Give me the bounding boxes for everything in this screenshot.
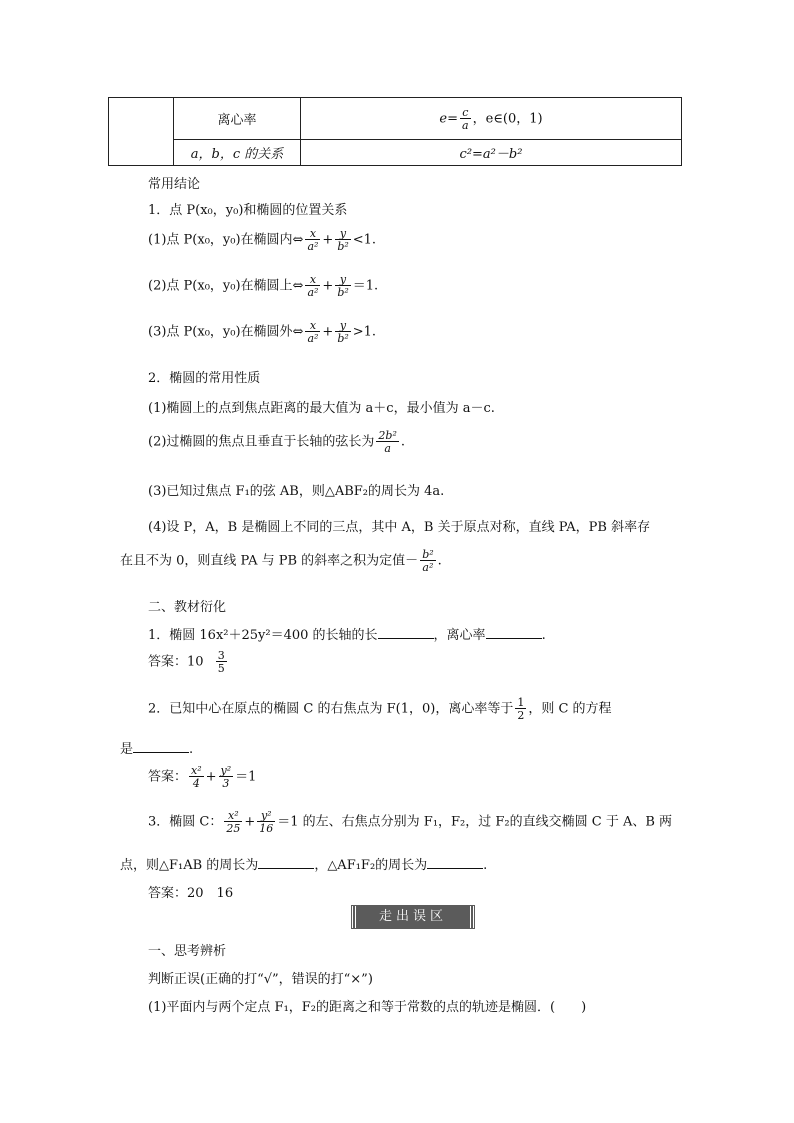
question-1 — [148, 624, 546, 643]
period: . — [437, 553, 442, 569]
inside-inequality: <1. — [352, 232, 377, 248]
question-1-text: 1．椭圆 16x²＋25y²＝400 的长轴的长 — [148, 628, 378, 643]
fraction-denominator: 25 — [226, 822, 241, 835]
fraction-denominator: b² — [337, 240, 349, 253]
question-2-line2 — [120, 738, 193, 757]
question-3-line1 — [148, 810, 672, 834]
fraction-numerator: y — [339, 273, 347, 286]
latus-rectum-text: (2)过椭圆的焦点且垂直于长轴的弦长为 — [148, 434, 375, 450]
answer-blank — [427, 856, 483, 869]
y-over-b2-fraction — [335, 320, 350, 344]
fraction-denominator: 2 — [517, 709, 525, 722]
on-equality: ＝1. — [352, 278, 379, 294]
c-over-a-fraction — [460, 107, 471, 131]
conclusion-2-title: 2．椭圆的常用性质 — [148, 371, 261, 386]
question-3-line2 — [120, 854, 487, 873]
x-over-a2-fraction — [305, 274, 320, 298]
fraction-denominator: a² — [307, 286, 319, 299]
period: . — [483, 858, 488, 873]
plus-sign: + — [322, 324, 334, 340]
section-banner: 走出误区 — [352, 906, 474, 928]
answer-3: 答案：20 16 — [148, 886, 234, 901]
conclusion-2-slope-line1: (4)设 P，A，B 是椭圆上不同的三点，其中 A，B 关于原点对称，直线 PA，PB 斜率存 — [148, 520, 651, 535]
2b2-over-a-fraction — [376, 430, 398, 454]
one-half-fraction — [515, 697, 526, 721]
fraction-numerator: x — [309, 273, 317, 286]
abc-relation-formula: c²=a²－b² — [301, 140, 682, 166]
x-over-a2-fraction — [305, 228, 320, 252]
question-2-tail: ，则 C 的方程 — [528, 701, 612, 717]
conclusion-2-max-min: (1)椭圆上的点到焦点距离的最大值为 a＋c，最小值为 a－c. — [148, 401, 495, 416]
fraction-numerator: x² — [228, 809, 239, 822]
ellipse-properties-table — [108, 97, 682, 166]
outside-condition-text: (3)点 P(x₀，y₀)在椭圆外⇔ — [148, 324, 304, 340]
equals-sign: = — [447, 111, 459, 126]
fraction-denominator: a — [376, 441, 398, 454]
abc-relation-label: a，b，c 的关系 — [174, 140, 301, 166]
fraction-denominator: 3 — [219, 776, 234, 789]
x2-over-25-fraction — [224, 810, 242, 834]
plus-sign: + — [322, 232, 334, 248]
answer-blank — [133, 740, 189, 753]
textbook-heading: 二、教材衍化 — [148, 600, 227, 615]
fraction-denominator: 16 — [259, 822, 274, 835]
question-2-line2-text: 是 — [120, 742, 134, 757]
fraction-denominator: b² — [337, 332, 349, 345]
question-3-text: 3．椭圆 C： — [148, 814, 223, 830]
plus-sign: + — [322, 278, 334, 294]
question-3-tail: ＝1 的左、右焦点分别为 F₁，F₂，过 F₂的直线交椭圆 C 于 A、B 两 — [277, 814, 673, 830]
fraction-numerator: y² — [220, 764, 232, 777]
conclusions-heading: 常用结论 — [148, 177, 201, 192]
answer-2-label: 答案： — [148, 769, 188, 785]
plus-sign: + — [205, 769, 217, 785]
table-row-header-cell — [109, 98, 174, 166]
fraction-denominator: a — [462, 118, 469, 132]
y2-over-16-fraction — [257, 810, 275, 834]
mistakes-item-1: (1)平面内与两个定点 F₁，F₂的距离之和等于常数的点的轨迹是椭圆．( ) — [148, 1000, 587, 1015]
b2-over-a2-fraction — [420, 549, 435, 573]
x2-over-4-fraction — [189, 765, 204, 789]
conclusion-1-title: 1．点 P(x₀，y₀)和椭圆的位置关系 — [148, 203, 348, 218]
equals-one: ＝1 — [235, 769, 257, 785]
y-over-b2-fraction — [335, 274, 350, 298]
three-fifths-fraction — [216, 650, 227, 674]
question-1-mid: ，离心率 — [433, 628, 486, 643]
fraction-numerator: c — [462, 105, 469, 119]
e-symbol: e — [439, 111, 448, 126]
question-2-line1 — [148, 697, 612, 721]
outside-inequality: >1. — [352, 324, 377, 340]
answer-1-label: 答案：10 — [148, 654, 204, 670]
fraction-numerator: 2b² — [378, 429, 397, 442]
conclusion-1-outside — [148, 320, 376, 344]
fraction-numerator: x — [309, 227, 317, 240]
fraction-numerator: 3 — [217, 649, 225, 662]
fraction-denominator: 4 — [189, 776, 204, 789]
question-3-line2-mid: ，△AF₁F₂的周长为 — [314, 858, 428, 873]
question-3-line2-text: 点，则△F₁AB 的周长为 — [120, 858, 259, 873]
eccentricity-formula — [301, 98, 682, 140]
period: . — [189, 742, 194, 757]
conclusion-2-slope-line2 — [120, 549, 442, 573]
y-over-b2-fraction — [335, 228, 350, 252]
fraction-denominator: a² — [307, 240, 319, 253]
conclusion-2-perimeter: (3)已知过焦点 F₁的弦 AB，则△ABF₂的周长为 4a. — [148, 484, 445, 499]
y2-over-3-fraction — [219, 765, 234, 789]
conclusion-1-inside — [148, 228, 376, 252]
fraction-numerator: b² — [422, 548, 434, 561]
answer-blank — [486, 626, 542, 639]
slope-product-text: 在且不为 0，则直线 PA 与 PB 的斜率之积为定值－ — [120, 553, 419, 569]
fraction-denominator: b² — [337, 286, 349, 299]
mistakes-instruction: 判断正误(正确的打“√”，错误的打“×”) — [148, 972, 373, 987]
fraction-numerator: y² — [260, 809, 272, 822]
fraction-denominator: a² — [307, 332, 319, 345]
question-2-text: 2．已知中心在原点的椭圆 C 的右焦点为 F(1，0)，离心率等于 — [148, 701, 514, 717]
answer-2 — [148, 765, 256, 789]
fraction-numerator: y — [339, 227, 347, 240]
period: . — [400, 434, 406, 450]
on-condition-text: (2)点 P(x₀，y₀)在椭圆上⇔ — [148, 278, 304, 294]
fraction-numerator: 1 — [517, 696, 525, 709]
fraction-denominator: a² — [420, 560, 435, 573]
fraction-numerator: y — [339, 319, 347, 332]
inside-condition-text: (1)点 P(x₀，y₀)在椭圆内⇔ — [148, 232, 304, 248]
x-over-a2-fraction — [305, 320, 320, 344]
conclusion-1-on — [148, 274, 378, 298]
answer-blank — [258, 856, 314, 869]
mistakes-heading: 一、思考辨析 — [148, 944, 227, 959]
fraction-numerator: x² — [191, 764, 202, 777]
period: . — [541, 628, 546, 643]
fraction-denominator: 5 — [217, 662, 225, 675]
answer-blank — [378, 626, 434, 639]
plus-sign: + — [244, 814, 256, 830]
conclusion-2-latus-rectum — [148, 430, 405, 454]
fraction-numerator: x — [309, 319, 317, 332]
answer-1 — [148, 650, 229, 674]
eccentricity-range: ，e∈(0，1) — [472, 111, 543, 126]
eccentricity-label: 离心率 — [174, 98, 301, 140]
